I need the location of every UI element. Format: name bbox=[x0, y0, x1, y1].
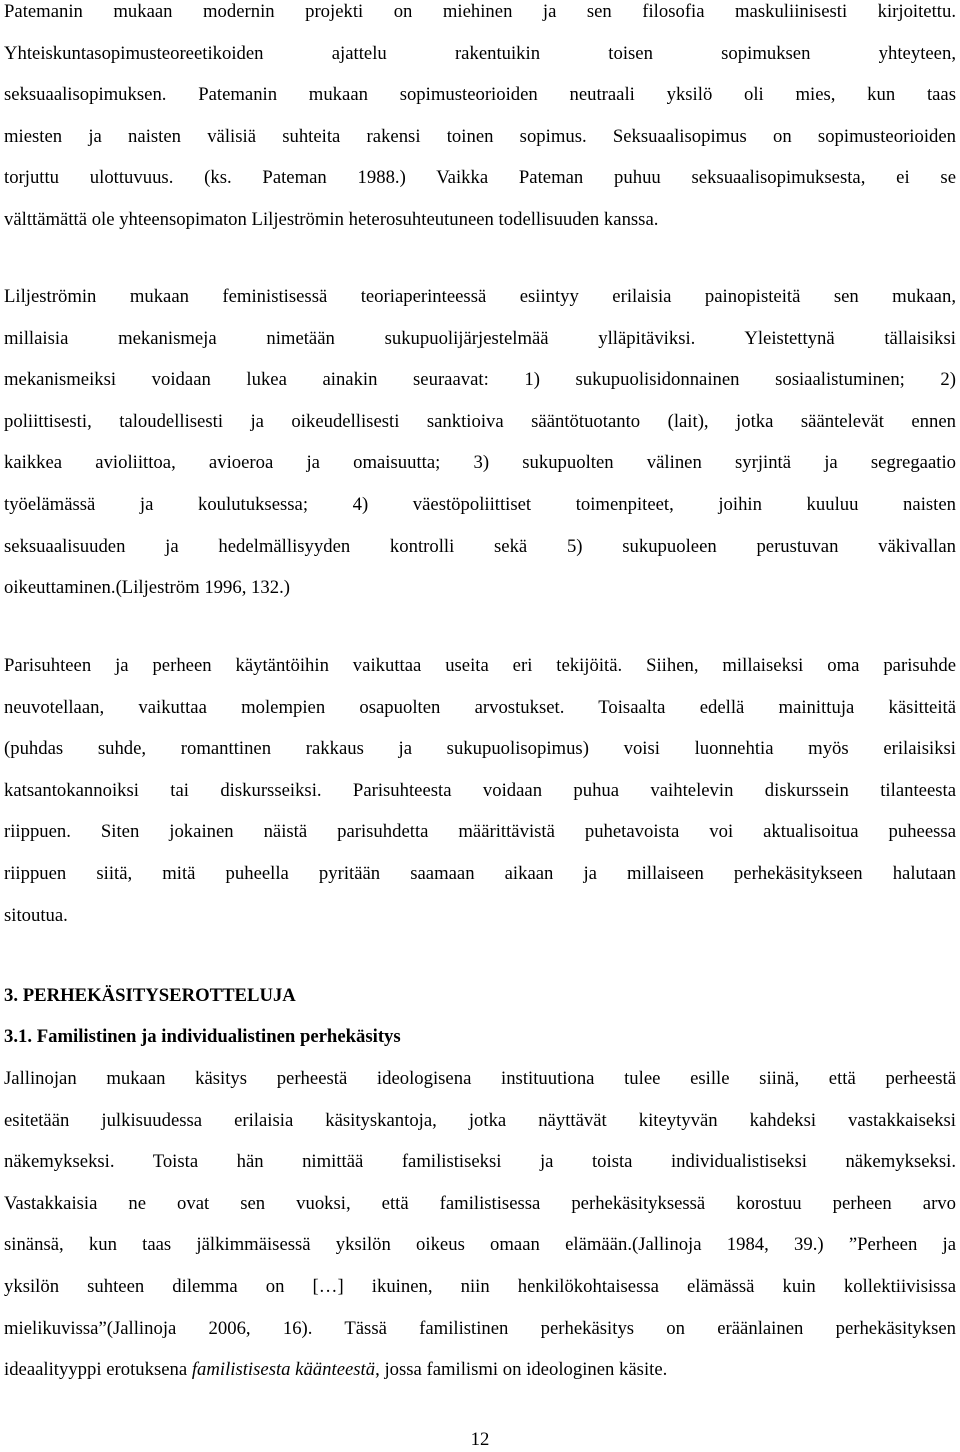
text-line: miesten ja naisten välisiä suhteita rakensi toinen sopimus. Seksuaalisopimus on sopimusteorioiden bbox=[4, 125, 956, 147]
text-line: poliittisesti, taloudellisesti ja oikeudellisesti sanktioiva sääntötuotanto (lait), jotka sääntelevät ennen bbox=[4, 410, 956, 432]
text-line: Patemanin mukaan modernin projekti on miehinen ja sen filosofia maskuliinisesti kirjoitettu. bbox=[4, 1, 956, 22]
paragraph-pateman bbox=[4, 0, 956, 241]
text-line: riippuen. Siten jokainen näistä parisuhdetta määrittävistä puhetavoista voi aktualisoitua puheessa bbox=[4, 821, 956, 843]
text-line: torjuttu ulottuvuus. (ks. Pateman 1988.) Vaikka Pateman puhuu seksuaalisopimuksesta, ei se bbox=[4, 167, 956, 189]
italic-term: familistisesta käänteestä bbox=[191, 1359, 376, 1381]
text-line: Parisuhteen ja perheen käytäntöihin vaikuttaa useita eri tekijöitä. Siihen, millaiseksi oma parisuhde bbox=[4, 655, 956, 676]
text-line: välttämättä ole yhteensopimaton Liljeströmin heterosuhteutuneen todellisuuden kanssa. bbox=[4, 208, 659, 230]
text-line: Jallinojan mukaan käsitys perheestä ideologisena instituutiona tulee esille siinä, että perheestä bbox=[4, 1068, 956, 1089]
paragraph-parisuhde bbox=[4, 645, 956, 936]
paragraph-liljestrom bbox=[4, 276, 956, 609]
text-line: kaikkea avioliittoa, avioeroa ja omaisuutta; 3) sukupuolten välinen syrjintä ja segregaatio bbox=[4, 452, 956, 474]
text-line: näkemykseksi. Toista hän nimittää familistiseksi ja toista individualistiseksi näkemykseksi. bbox=[4, 1151, 956, 1173]
text-line: Yhteiskuntasopimusteoreetikoiden ajattelu rakentuikin toisen sopimuksen yhteyteen, bbox=[4, 42, 956, 64]
text-line: oikeuttaminen.(Liljeström 1996, 132.) bbox=[4, 577, 290, 599]
paragraph-jallinoja bbox=[4, 1058, 956, 1391]
text-line: yksilön suhteen dilemma on […] ikuinen, niin henkilökohtaisessa elämässä kuin kollektiivisissa bbox=[4, 1275, 956, 1297]
text-line: millaisia mekanismeja nimetään sukupuolijärjestelmää ylläpitäviksi. Yleistettynä tällaisiksi bbox=[4, 327, 956, 349]
text-line: seksuaalisuuden ja hedelmällisyyden kontrolli sekä 5) sukupuoleen perustuvan väkivallan bbox=[4, 535, 956, 557]
text-line: mekanismeiksi voidaan lukea ainakin seuraavat: 1) sukupuolisidonnainen sosiaalistuminen; 2) bbox=[4, 369, 956, 391]
chapter-heading: 3. PERHEKÄSITYSEROTTELUJA bbox=[4, 985, 296, 1006]
text-span: ideaalityyppi erotuksena bbox=[4, 1359, 192, 1381]
text-line: neuvotellaan, vaikuttaa molempien osapuolten arvostukset. Toisaalta edellä mainittuja käsitteitä bbox=[4, 696, 956, 718]
text-line: työelämässä ja koulutuksessa; 4) väestöpoliittiset toimenpiteet, joihin kuuluu naisten bbox=[4, 493, 956, 515]
text-line: mielikuvissa”(Jallinoja 2006, 16). Tässä familistinen perhekäsitys on eräänlainen perhekäsityksen bbox=[4, 1317, 956, 1339]
text-line: riippuen siitä, mitä puheella pyritään saamaan aikaan ja millaiseen perhekäsitykseen halutaan bbox=[4, 862, 956, 884]
text-line bbox=[4, 1349, 956, 1391]
text-line: katsantokannoiksi tai diskursseiksi. Parisuhteesta voidaan puhua vaihtelevin diskurssein tilanteesta bbox=[4, 779, 956, 801]
text-line: Liljeströmin mukaan feministisessä teoriaperinteessä esiintyy erilaisia painopisteitä sen mukaan, bbox=[4, 286, 956, 307]
section-heading: 3.1. Familistinen ja individualistinen perhekäsitys bbox=[4, 1026, 401, 1047]
text-line: esitetään julkisuudessa erilaisia käsityskantoja, jotka näyttävät kiteytyvän kahdeksi vastakkaiseksi bbox=[4, 1109, 956, 1131]
page-number: 12 bbox=[470, 1429, 490, 1450]
text-span: , jossa familismi on ideologinen käsite. bbox=[375, 1359, 668, 1381]
text-line: Vastakkaisia ne ovat sen vuoksi, että familistisessa perhekäsityksessä korostuu perheen arvo bbox=[4, 1192, 956, 1214]
text-line: sinänsä, kun taas jälkimmäisessä yksilön oikeus omaan elämään.(Jallinoja 1984, 39.) ”Perheen ja bbox=[4, 1234, 956, 1256]
text-line: seksuaalisopimuksen. Patemanin mukaan sopimusteorioiden neutraali yksilö oli mies, kun taas bbox=[4, 84, 956, 106]
text-line: sitoutua. bbox=[4, 904, 68, 926]
text-line: (puhdas suhde, romanttinen rakkaus ja sukupuolisopimus) voisi luonnehtia myös erilaisiksi bbox=[4, 738, 956, 760]
